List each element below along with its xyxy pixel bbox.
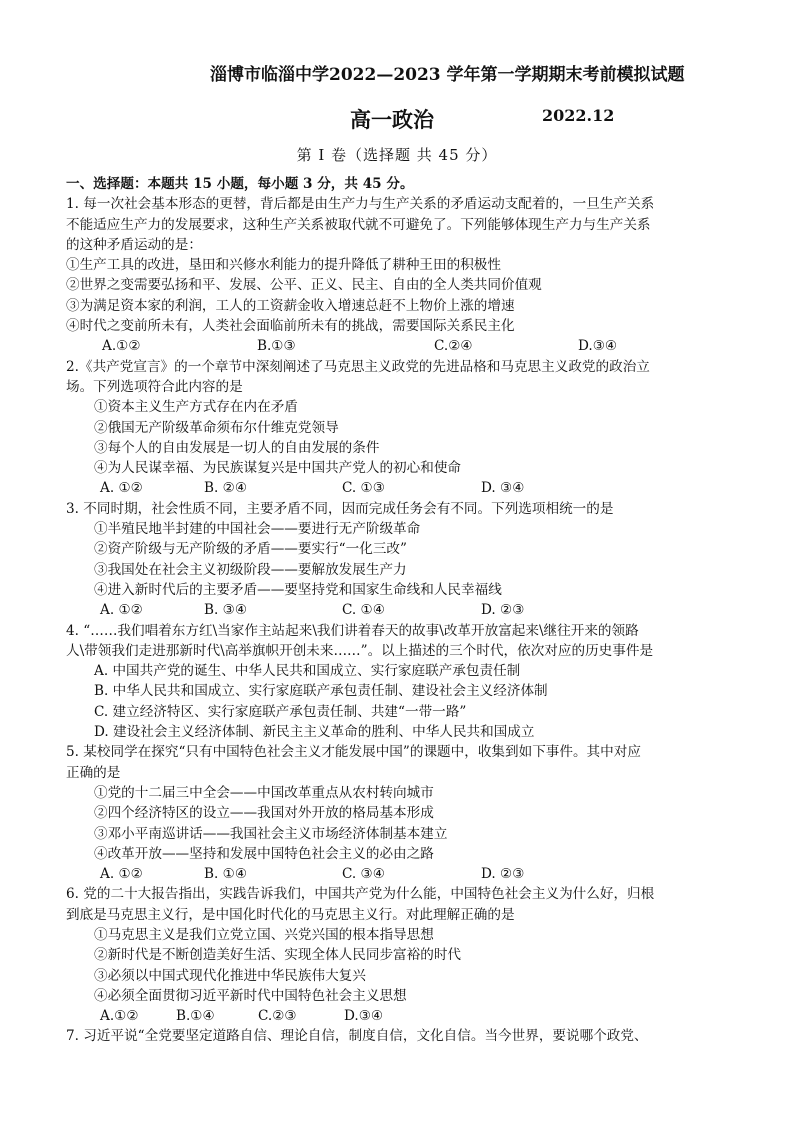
q3-option: ③我国处在社会主义初级阶段——要解放发展生产力 — [94, 561, 407, 578]
q3-option: ④进入新时代后的主要矛盾——要坚持党和国家生命线和人民幸福线 — [94, 581, 502, 598]
q5-stem-line: 正确的是 — [66, 764, 121, 781]
q4-option: B. 中华人民共和国成立、实行家庭联产承包责任制、建设社会主义经济体制 — [94, 683, 548, 700]
choice-c: C. ①④ — [342, 602, 385, 619]
q2-option: ②俄国无产阶级革命须布尔什维克党领导 — [94, 419, 339, 436]
q3-option: ②资产阶级与无产阶级的矛盾——要实行“一化三改” — [94, 541, 407, 558]
q3-stem-line: 3. 不同时期，社会性质不同，主要矛盾不同，因而完成任务会有不同。下列选项相统一的是 — [66, 500, 614, 517]
q1-stem-line: 1. 每一次社会基本形态的更替，背后都是由生产力与生产关系的矛盾运动支配着的，一旦生产关系 — [66, 196, 655, 213]
q1-option: ③为满足资本家的利润，工人的工资薪金收入增速总赶不上物价上涨的增速 — [66, 297, 515, 314]
choice-d: D. ②③ — [481, 602, 525, 619]
q2-option: ③每个人的自由发展是一切人的自由发展的条件 — [94, 439, 380, 456]
q2-choices — [66, 478, 766, 498]
q5-stem-line: 5. 某校同学在探究“只有中国特色社会主义才能发展中国”的课题中，收集到如下事件。其中对应 — [66, 744, 641, 761]
subtitle-row — [350, 104, 770, 132]
q4-option: A. 中国共产党的诞生、中华人民共和国成立、实行家庭联产承包责任制 — [94, 663, 521, 680]
q2-stem-line: 场。下列选项符合此内容的是 — [66, 378, 243, 395]
q4-stem-line: 4. “……我们唱着东方红\当家作主站起来\我们讲着春天的故事\改革开放富起来\继往开来的领路 — [66, 622, 639, 639]
q1-choices — [66, 336, 766, 356]
choice-c: C. ③④ — [342, 866, 385, 883]
choice-b: B. ②④ — [204, 480, 248, 497]
part-heading: 一、选择题：本题共 15 小题，每小题 3 分，共 45 分。 — [66, 176, 414, 192]
q3-choices — [66, 600, 766, 620]
q5-option: ③邓小平南巡讲话——我国社会主义市场经济体制基本建立 — [94, 825, 448, 842]
choice-c: C. ①③ — [342, 480, 385, 497]
choice-d: D. ③④ — [481, 480, 525, 497]
q4-stem-line: 人\带领我们走进那新时代\高举旗帜开创未来……”。以上描述的三个时代，依次对应的历史事件是 — [66, 642, 654, 659]
choice-c: C.②③ — [258, 1008, 297, 1025]
choice-b: B.①④ — [176, 1008, 215, 1025]
choice-c: C.②④ — [434, 338, 473, 355]
q1-option: ①生产工具的改进，垦田和兴修水利能力的提升降低了耕种王田的积极性 — [66, 257, 501, 274]
q2-option: ④为人民谋幸福、为民族谋复兴是中国共产党人的初心和使命 — [94, 460, 462, 477]
q1-option: ②世界之变需要弘扬和平、发展、公平、正义、民主、自由的全人类共同价值观 — [66, 277, 542, 294]
q6-option: ②新时代是不断创造美好生活、实现全体人民同步富裕的时代 — [94, 947, 462, 964]
q6-option: ④必须全面贯彻习近平新时代中国特色社会主义思想 — [94, 987, 407, 1004]
q4-option: D. 建设社会主义经济体制、新民主主义革命的胜利、中华人民共和国成立 — [94, 724, 535, 741]
q4-option: C. 建立经济特区、实行家庭联产承包责任制、共建“一带一路” — [94, 703, 467, 720]
q1-stem-line: 的这种矛盾运动的是： — [66, 236, 202, 253]
section-heading: 第 I 卷（选择题 共 45 分） — [296, 146, 498, 164]
choice-a: A.①② — [102, 338, 141, 355]
subject-title: 高一政治 — [350, 107, 434, 132]
q6-choices — [66, 1006, 766, 1026]
choice-a: A.①② — [100, 1008, 139, 1025]
q1-option: ④时代之变前所未有，人类社会面临前所未有的挑战，需要国际关系民主化 — [66, 318, 515, 335]
exam-title: 淄博市临淄中学2022—2023 学年第一学期期末考前模拟试题 — [210, 65, 685, 85]
q7-stem-line: 7. 习近平说“全党要坚定道路自信、理论自信，制度自信，文化自信。当今世界，要说哪个政党、 — [66, 1028, 648, 1045]
choice-b: B. ①④ — [204, 866, 248, 883]
q5-option: ②四个经济特区的设立——我国对外开放的格局基本形成 — [94, 805, 434, 822]
question-body — [66, 174, 766, 1047]
choice-a: A. ①② — [100, 866, 143, 883]
q2-option: ①资本主义生产方式存在内在矛盾 — [94, 399, 298, 416]
choice-d: D.③④ — [578, 338, 618, 355]
choice-b: B. ③④ — [204, 602, 248, 619]
q6-option: ③必须以中国式现代化推进中华民族伟大复兴 — [94, 967, 366, 984]
choice-d: D. ②③ — [481, 866, 525, 883]
q2-stem-line: 2.《共产党宣言》的一个章节中深刻阐述了马克思主义政党的先进品格和马克思主义政党的政治立 — [66, 358, 650, 375]
q1-stem-line: 不能适应生产力的发展要求，这种生产关系被取代就不可避免了。下列能够体现生产力与生产关系 — [66, 216, 651, 233]
choice-a: A. ①② — [100, 602, 143, 619]
q6-stem-line: 到底是马克思主义行，是中国化时代化的马克思主义行。对此理解正确的是 — [66, 906, 515, 923]
q5-option: ④改革开放——坚持和发展中国特色社会主义的必由之路 — [94, 845, 434, 862]
choice-b: B.①③ — [257, 338, 296, 355]
choice-d: D.③④ — [344, 1008, 384, 1025]
q5-choices — [66, 864, 766, 884]
q6-option: ①马克思主义是我们立党立国、兴党兴国的根本指导思想 — [94, 926, 434, 943]
q6-stem-line: 6. 党的二十大报告指出，实践告诉我们，中国共产党为什么能，中国特色社会主义为什么好，归根 — [66, 886, 655, 903]
exam-date: 2022.12 — [542, 106, 615, 125]
q3-option: ①半殖民地半封建的中国社会——要进行无产阶级革命 — [94, 521, 421, 538]
q5-option: ①党的十二届三中全会——中国改革重点从农村转向城市 — [94, 784, 434, 801]
choice-a: A. ①② — [100, 480, 143, 497]
